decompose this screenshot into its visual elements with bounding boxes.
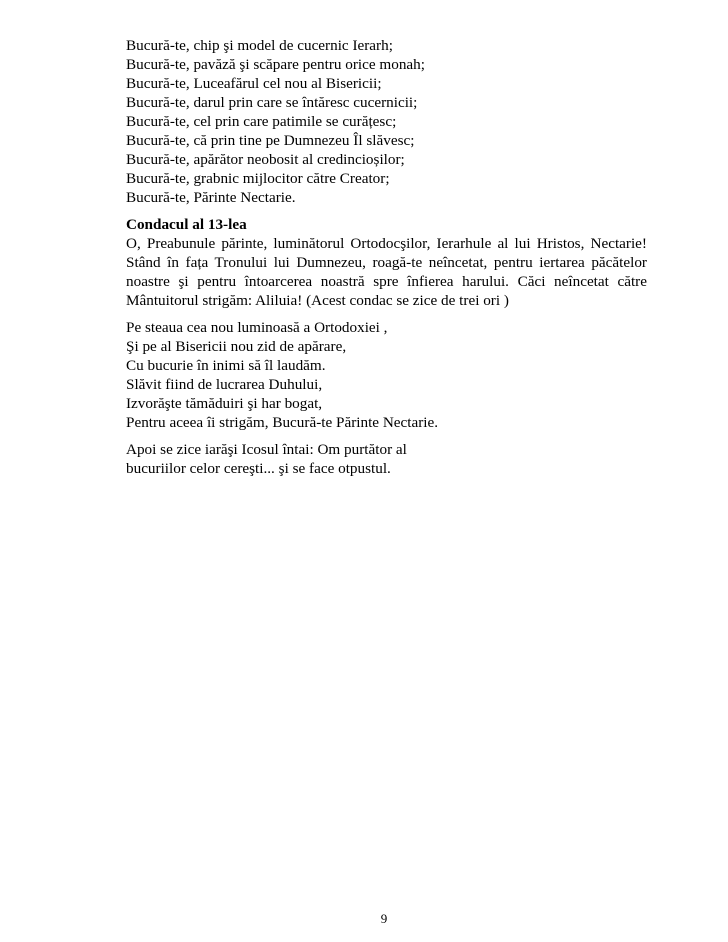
page-number: 9 <box>380 911 388 926</box>
stanza-line: Bucură-te, pavăză şi scăpare pentru orice monah; <box>126 56 425 73</box>
stanza-line: Şi pe al Bisericii nou zid de apărare, <box>126 338 347 355</box>
condac-section <box>126 215 647 310</box>
condac-paragraph: O, Preabunule părinte, luminătorul Ortodocşilor, Ierarhule al lui Hristos, Nectarie! Stând în fața Tronului lui Dumnezeu, roagă-te neîncetat, pentru iertarea păcătelor noastre şi pentru întoarcerea noastră spre înfierea harului. Căci neîncetat către Mântuitorul strigăm: Aliluia! (Acest condac se zice de trei ori ) <box>126 235 647 309</box>
stanza-line: Pentru aceea îi strigăm, Bucură-te Părinte Nectarie. <box>126 414 439 431</box>
stanza-line: Pe steaua cea nou luminoasă a Ortodoxiei , <box>126 319 388 336</box>
stanza-line: Bucură-te, că prin tine pe Dumnezeu Îl slăvesc; <box>126 132 415 149</box>
closing-line: Apoi se zice iarăşi Icosul întai: Om purtător al <box>126 441 407 458</box>
closing-line: bucuriilor celor cereşti... şi se face otpustul. <box>126 460 391 477</box>
stanza-bucura-te <box>126 36 647 207</box>
stanza-line: Bucură-te, apărător neobosit al credincioșilor; <box>126 151 405 168</box>
condac-heading: Condacul al 13-lea <box>126 216 247 233</box>
stanza-line: Bucură-te, chip şi model de cucernic Ierarh; <box>126 37 393 54</box>
document-page <box>126 36 647 486</box>
stanza-line: Cu bucurie în inimi să îl laudăm. <box>126 357 326 374</box>
stanza-line: Izvorăşte tămăduiri şi har bogat, <box>126 395 323 412</box>
stanza-line: Bucură-te, Luceafărul cel nou al Bisericii; <box>126 75 382 92</box>
stanza-line: Bucură-te, grabnic mijlocitor către Creator; <box>126 170 390 187</box>
stanza-line: Bucură-te, Părinte Nectarie. <box>126 189 296 206</box>
closing-note <box>126 440 647 478</box>
stanza-troparion <box>126 318 647 432</box>
stanza-line: Bucură-te, darul prin care se întăresc cucernicii; <box>126 94 418 111</box>
stanza-line: Bucură-te, cel prin care patimile se curățesc; <box>126 113 397 130</box>
stanza-line: Slăvit fiind de lucrarea Duhului, <box>126 376 323 393</box>
